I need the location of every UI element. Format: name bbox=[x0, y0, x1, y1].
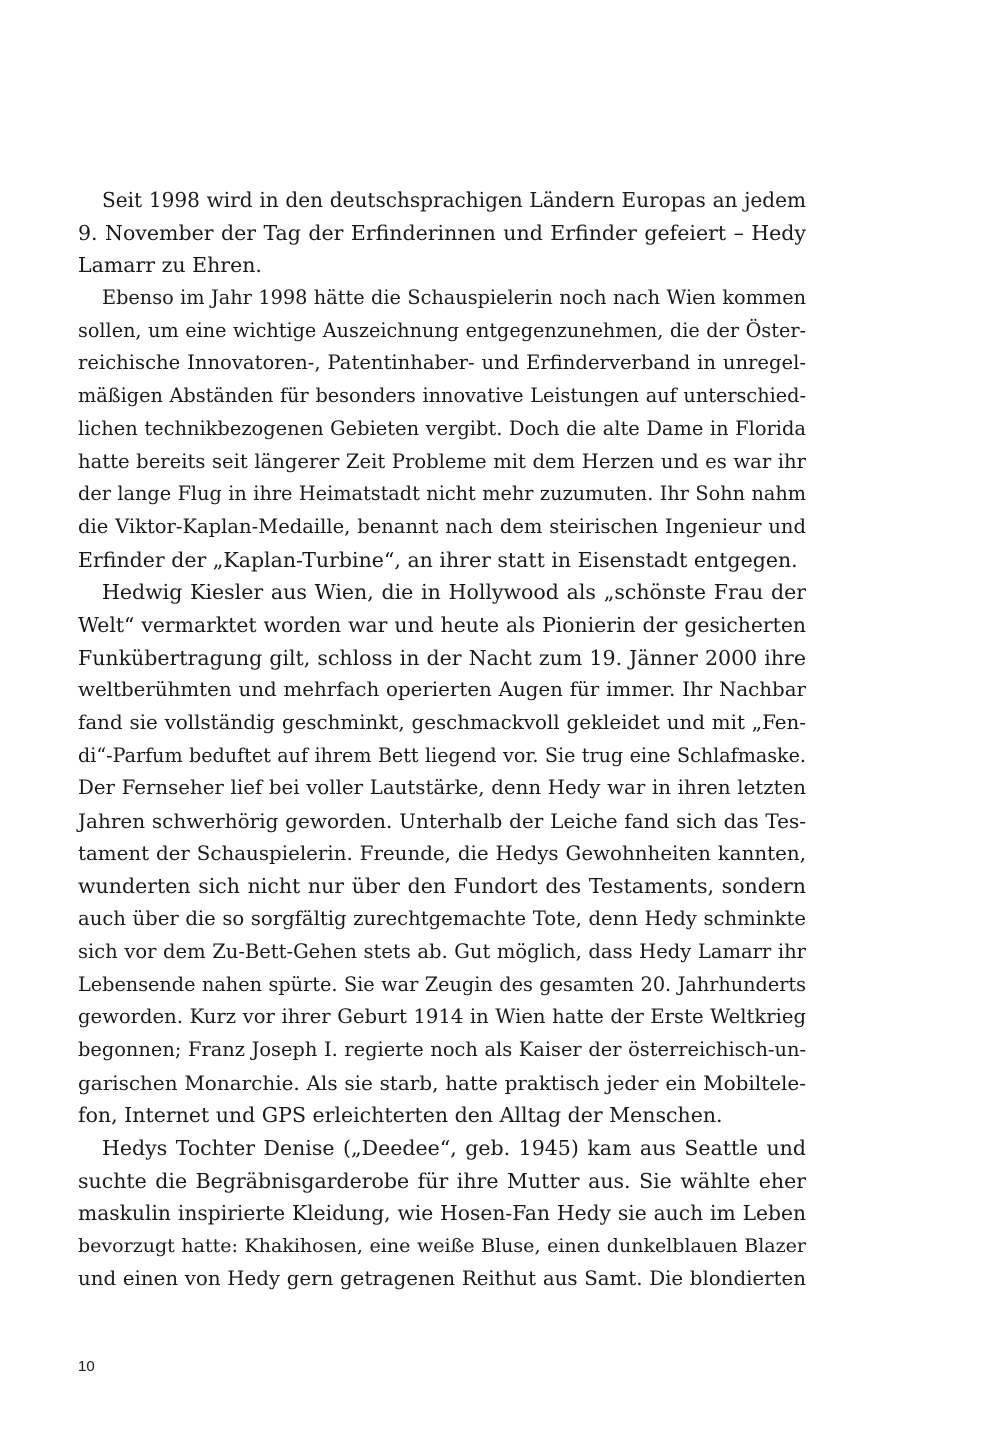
text-line: der lange Flug in ihre Heimatstadt nicht mehr zuzumuten. Ihr Sohn nahm bbox=[78, 482, 806, 506]
text-line: Der Fernseher lief bei voller Lautstärke, denn Hedy war in ihren letzten bbox=[78, 776, 806, 800]
text-line: sich vor dem Zu-Bett-Gehen stets ab. Gut möglich, dass Hedy Lamarr ihr bbox=[78, 939, 806, 963]
body-text bbox=[78, 184, 806, 1295]
text-line: fand sie vollständig geschminkt, geschmackvoll gekleidet und mit „Fen- bbox=[78, 711, 806, 734]
text-line: bevorzugt hatte: Khakihosen, eine weiße Bluse, einen dunkelblauen Blazer bbox=[78, 1235, 806, 1257]
text-line: Lebensende nahen spürte. Sie war Zeugin des gesamten 20. Jahrhunderts bbox=[78, 972, 806, 996]
text-line: lichen technikbezogenen Gebieten vergibt. Doch die alte Dame in Florida bbox=[78, 416, 806, 440]
text-line: Funkübertragung gilt, schloss in der Nacht zum 19. Jänner 2000 ihre bbox=[78, 645, 806, 670]
text-line: sollen, um eine wichtige Auszeichnung entgegenzunehmen, die der Öster- bbox=[78, 318, 806, 342]
text-line: die Viktor-Kaplan-Medaille, benannt nach dem steirischen Ingenieur und bbox=[78, 514, 806, 538]
text-line: Ebenso im Jahr 1998 hätte die Schauspielerin noch nach Wien kommen bbox=[102, 286, 806, 310]
text-line: weltberühmten und mehrfach operierten Augen für immer. Ihr Nachbar bbox=[78, 678, 806, 702]
text-line: Welt“ vermarktet worden war und heute als Pionierin der gesicherten bbox=[78, 612, 806, 637]
text-line: fon, Internet und GPS erleichterten den Alltag der Menschen. bbox=[78, 1103, 723, 1128]
text-line: mäßigen Abständen für besonders innovative Leistungen auf unterschied- bbox=[78, 384, 806, 408]
text-line: garischen Monarchie. Als sie starb, hatte praktisch jeder ein Mobiltele- bbox=[78, 1070, 806, 1095]
text-line: Hedys Tochter Denise („Deedee“, geb. 1945) kam aus Seattle und bbox=[102, 1135, 806, 1160]
text-line: reichische Innovatoren-, Patentinhaber- und Erfinderverband in unregel- bbox=[78, 351, 806, 375]
text-line: geworden. Kurz vor ihrer Geburt 1914 in Wien hatte der Erste Weltkrieg bbox=[78, 1005, 806, 1029]
paragraph-3 bbox=[78, 576, 806, 1132]
text-line: wunderten sich nicht nur über den Fundort des Testaments, sondern bbox=[78, 874, 806, 899]
text-line: und einen von Hedy gern getragenen Reithut aus Samt. Die blondierten bbox=[78, 1266, 806, 1290]
text-line: Erfinder der „Kaplan-Turbine“, an ihrer statt in Eisenstadt entgegen. bbox=[78, 547, 798, 572]
paragraph-2 bbox=[78, 282, 806, 576]
paragraph-4 bbox=[78, 1132, 806, 1295]
text-line: suchte die Begräbnisgarderobe für ihre Mutter aus. Sie wählte eher bbox=[78, 1168, 806, 1193]
text-line: Seit 1998 wird in den deutschsprachigen Ländern Europas an jedem bbox=[102, 188, 806, 212]
text-line: 9. November der Tag der Erfinderinnen und Erfinder gefeiert – Hedy bbox=[78, 220, 806, 245]
text-line: auch über die so sorgfältig zurechtgemachte Tote, denn Hedy schminkte bbox=[78, 907, 806, 931]
text-line: tament der Schauspielerin. Freunde, die Hedys Gewohnheiten kannten, bbox=[78, 841, 806, 865]
text-line: Lamarr zu Ehren. bbox=[78, 253, 262, 278]
text-line: hatte bereits seit längerer Zeit Probleme mit dem Herzen und es war ihr bbox=[78, 449, 806, 473]
text-line: maskulin inspirierte Kleidung, wie Hosen-Fan Hedy sie auch im Leben bbox=[78, 1201, 806, 1226]
text-line: Hedwig Kiesler aus Wien, die in Hollywood als „schönste Frau der bbox=[102, 580, 806, 605]
text-line: di“-Parfum beduftet auf ihrem Bett liegend vor. Sie trug eine Schlafmaske. bbox=[78, 743, 806, 767]
text-line: Jahren schwerhörig geworden. Unterhalb der Leiche fand sich das Tes- bbox=[78, 809, 806, 834]
page-number: 10 bbox=[78, 1358, 95, 1375]
paragraph-1 bbox=[78, 184, 806, 282]
text-line: begonnen; Franz Joseph I. regierte noch als Kaiser der österreichisch-un- bbox=[78, 1037, 806, 1061]
